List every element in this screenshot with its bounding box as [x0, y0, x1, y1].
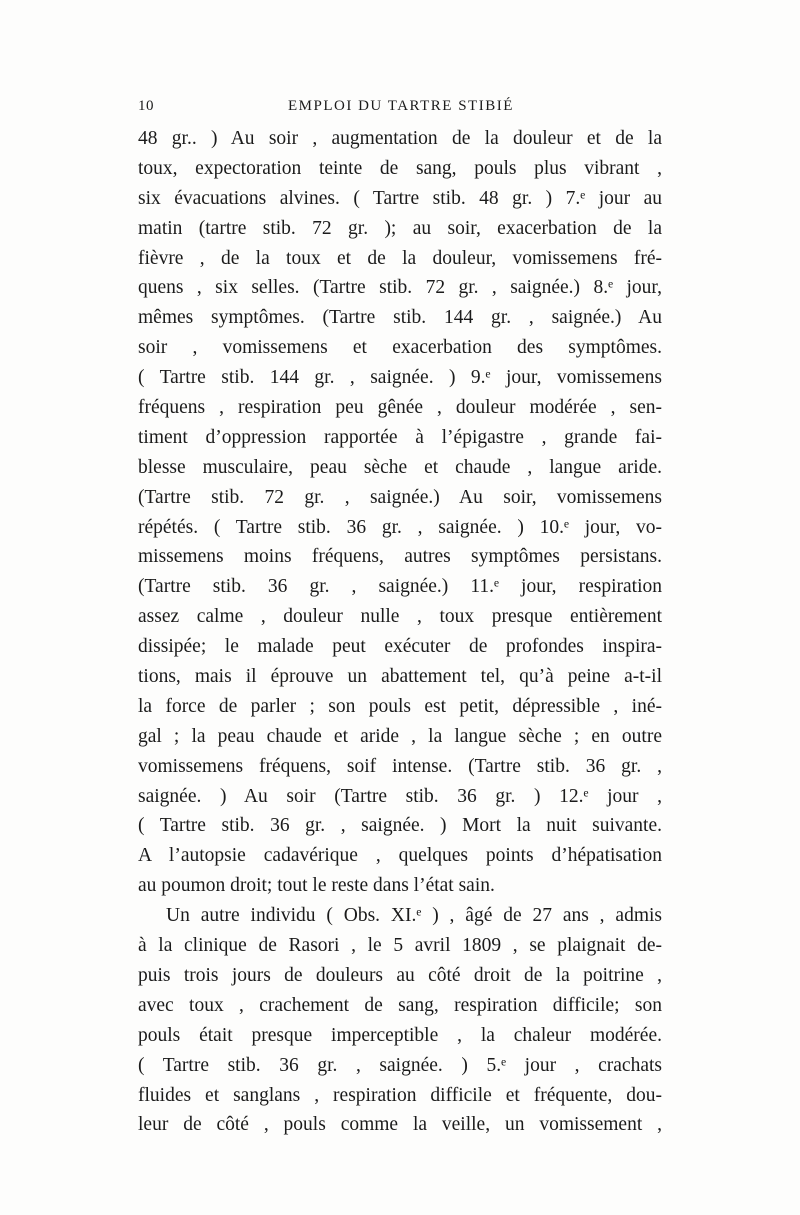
text-line: Un autre individu ( Obs. XI.ᵉ ) , âgé de 27 ans , admis: [166, 905, 662, 927]
text-line: au poumon droit; tout le reste dans l’état sain.: [138, 875, 495, 897]
text-line: avec toux , crachement de sang, respiration difficile; son: [138, 994, 662, 1016]
text-line: pouls était presque imperceptible , la chaleur modérée.: [138, 1024, 662, 1046]
text-line: puis trois jours de douleurs au côté droit de la poitrine ,: [138, 964, 662, 986]
text-line: blesse musculaire, peau sèche et chaude , langue aride.: [138, 456, 662, 478]
text-line: assez calme , douleur nulle , toux presque entièrement: [138, 606, 662, 628]
text-line: ( Tartre stib. 36 gr. , saignée. ) Mort la nuit suivante.: [138, 815, 662, 837]
text-line: mêmes symptômes. (Tartre stib. 144 gr. , saignée.) Au: [138, 307, 662, 329]
text-line: tions, mais il éprouve un abattement tel, qu’à peine a-t-il: [138, 666, 662, 688]
text-line: matin (tartre stib. 72 gr. ); au soir, exacerbation de la: [138, 217, 662, 239]
text-line: six évacuations alvines. ( Tartre stib. 48 gr. ) 7.ᵉ jour au: [138, 187, 662, 209]
text-line: ( Tartre stib. 144 gr. , saignée. ) 9.ᵉ jour, vomissemens: [138, 367, 662, 389]
text-line: gal ; la peau chaude et aride , la langue sèche ; en outre: [138, 725, 662, 747]
text-line: saignée. ) Au soir (Tartre stib. 36 gr. ) 12.ᵉ jour ,: [138, 785, 662, 807]
text-line: leur de côté , pouls comme la veille, un vomissement ,: [138, 1114, 662, 1136]
text-line: vomissemens fréquens, soif intense. (Tartre stib. 36 gr. ,: [138, 755, 662, 777]
text-line: ( Tartre stib. 36 gr. , saignée. ) 5.ᵉ jour , crachats: [138, 1054, 662, 1076]
body-text: [138, 124, 662, 1140]
text-line: toux, expectoration teinte de sang, pouls plus vibrant ,: [138, 157, 662, 179]
text-line: dissipée; le malade peut exécuter de profondes inspira-: [138, 636, 662, 658]
text-line: fluides et sanglans , respiration difficile et fréquente, dou-: [138, 1084, 662, 1106]
text-line: A l’autopsie cadavérique , quelques points d’hépatisation: [138, 845, 662, 867]
text-line: 48 gr.. ) Au soir , augmentation de la douleur et de la: [138, 128, 662, 149]
text-line: la force de parler ; son pouls est petit, dépressible , iné-: [138, 695, 662, 717]
text-line: fièvre , de la toux et de la douleur, vomissemens fré-: [138, 247, 662, 269]
text-line: soir , vomissemens et exacerbation des symptômes.: [138, 337, 662, 359]
text-line: missemens moins fréquens, autres symptômes persistans.: [138, 546, 662, 568]
text-line: quens , six selles. (Tartre stib. 72 gr. , saignée.) 8.ᵉ jour,: [138, 277, 662, 299]
text-line: à la clinique de Rasori , le 5 avril 1809 , se plaignait de-: [138, 935, 662, 957]
text-line: (Tartre stib. 72 gr. , saignée.) Au soir, vomissemens: [138, 486, 662, 508]
text-line: fréquens , respiration peu gênée , douleur modérée , sen-: [138, 397, 662, 419]
text-line: répétés. ( Tartre stib. 36 gr. , saignée. ) 10.ᵉ jour, vo-: [138, 516, 662, 538]
running-title: EMPLOI DU TARTRE STIBIÉ: [288, 98, 514, 114]
text-line: timent d’oppression rapportée à l’épigastre , grande fai-: [138, 426, 662, 448]
text-line: (Tartre stib. 36 gr. , saignée.) 11.ᵉ jour, respiration: [138, 576, 662, 598]
running-head: [138, 98, 662, 120]
page-number: 10: [138, 98, 154, 114]
